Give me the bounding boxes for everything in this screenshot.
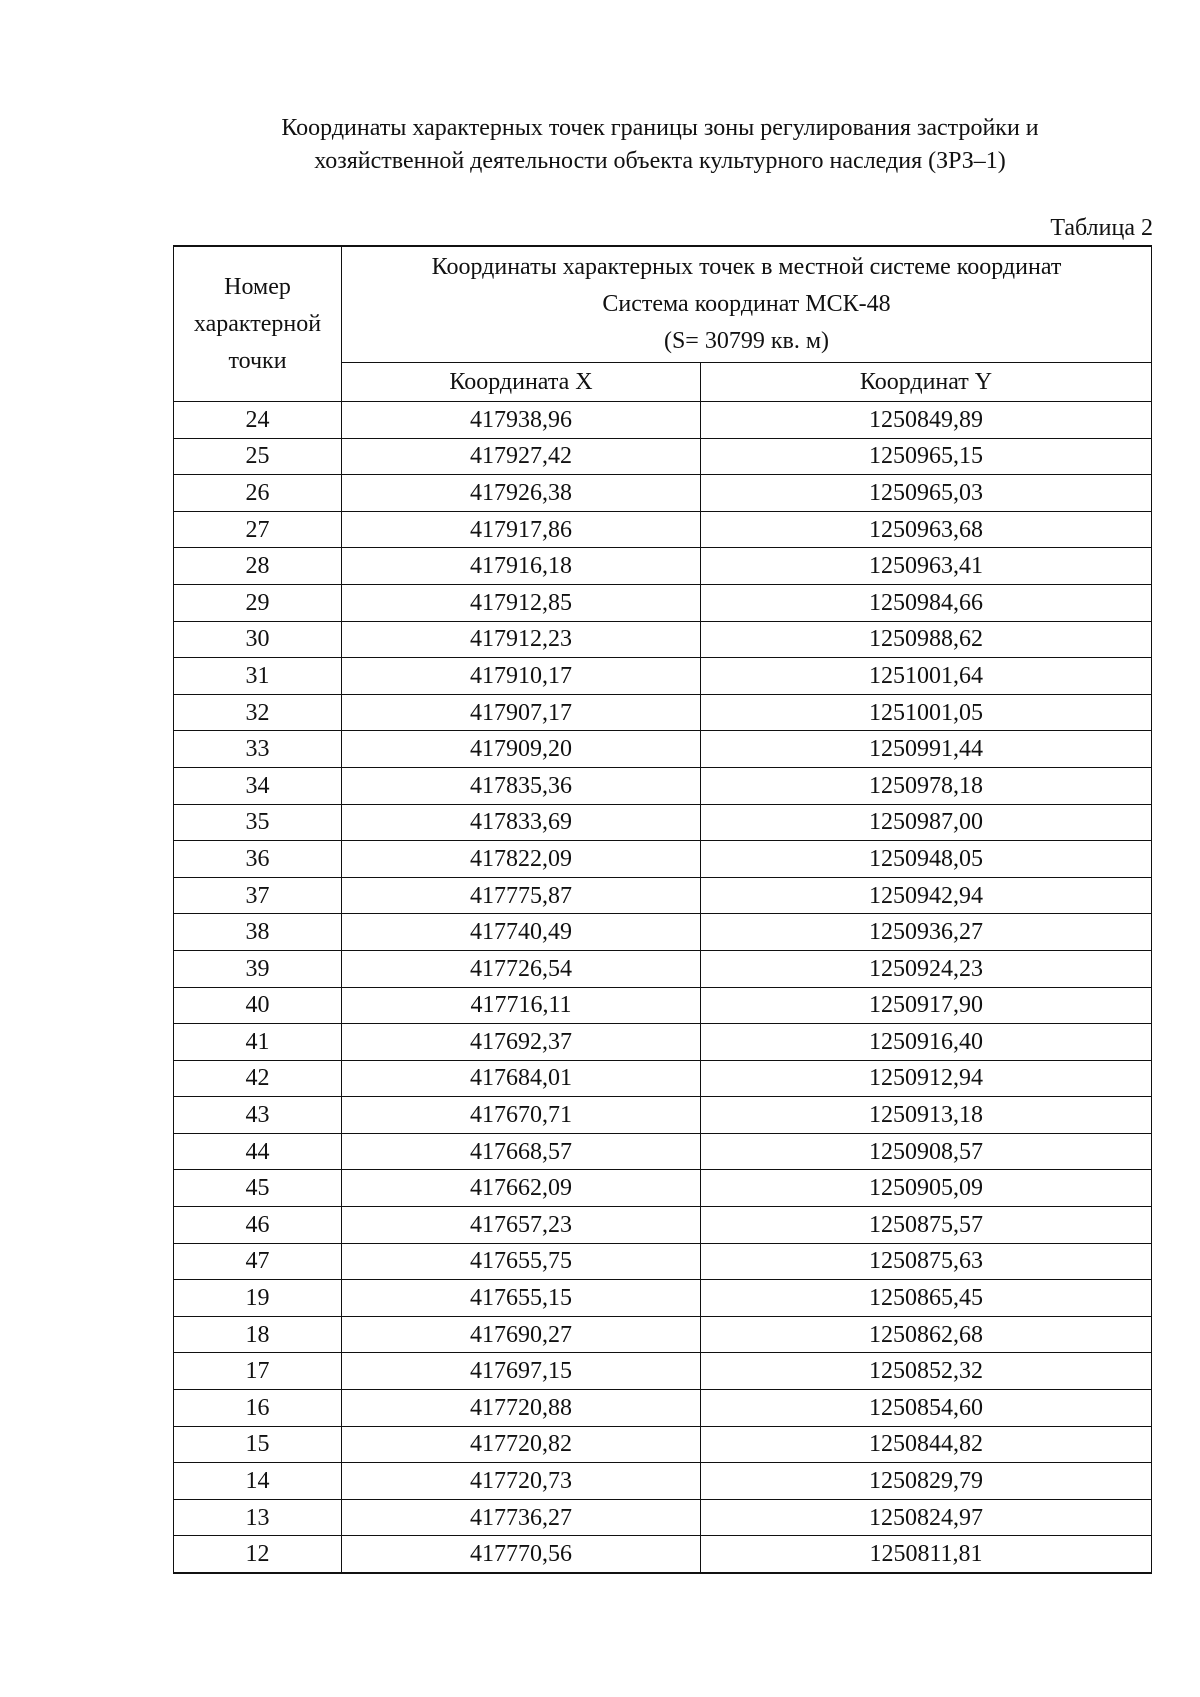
y-coordinate-cell: 1250875,57: [701, 1207, 1152, 1244]
x-coordinate-cell: 417775,87: [342, 877, 701, 914]
table-row: [174, 1390, 1152, 1427]
y-coordinate-cell: 1250987,00: [701, 804, 1152, 841]
table-row: [174, 1243, 1152, 1280]
x-coordinate-cell: 417912,23: [342, 621, 701, 658]
y-coordinate-cell: 1251001,05: [701, 694, 1152, 731]
x-coordinate-cell: 417916,18: [342, 548, 701, 585]
x-coordinate-cell: 417690,27: [342, 1316, 701, 1353]
table-row: [174, 1024, 1152, 1061]
x-coordinate-cell: 417926,38: [342, 475, 701, 512]
table-row: [174, 1060, 1152, 1097]
y-coordinate-cell: 1250963,68: [701, 511, 1152, 548]
point-number-cell: 16: [174, 1390, 342, 1427]
x-coordinate-cell: 417720,88: [342, 1390, 701, 1427]
x-coordinate-cell: 417720,73: [342, 1463, 701, 1500]
table-row: [174, 621, 1152, 658]
x-coordinate-cell: 417927,42: [342, 438, 701, 475]
x-coordinate-cell: 417668,57: [342, 1133, 701, 1170]
point-number-cell: 46: [174, 1207, 342, 1244]
table-row: [174, 1133, 1152, 1170]
y-coordinate-cell: 1250811,81: [701, 1536, 1152, 1573]
y-coordinate-cell: 1250965,15: [701, 438, 1152, 475]
table-row: [174, 1426, 1152, 1463]
coordinate-system-header: [342, 246, 1152, 363]
coordinates-table-body: [174, 402, 1152, 1574]
point-number-cell: 44: [174, 1133, 342, 1170]
table-row: [174, 1097, 1152, 1134]
y-coordinate-cell: 1250963,41: [701, 548, 1152, 585]
point-header-line-1: Номер: [224, 273, 291, 300]
table-row: [174, 1463, 1152, 1500]
y-coordinate-cell: 1250824,97: [701, 1499, 1152, 1536]
table-row: [174, 1316, 1152, 1353]
point-header-line-3: точки: [228, 347, 287, 374]
point-number-cell: 43: [174, 1097, 342, 1134]
x-coordinate-cell: 417912,85: [342, 584, 701, 621]
x-coordinate-cell: 417655,75: [342, 1243, 701, 1280]
point-number-cell: 33: [174, 731, 342, 768]
table-row: [174, 1536, 1152, 1573]
point-number-cell: 25: [174, 438, 342, 475]
point-number-cell: 32: [174, 694, 342, 731]
y-coordinate-cell: 1250924,23: [701, 950, 1152, 987]
table-row: [174, 767, 1152, 804]
table-number-label: Таблица 2: [1050, 215, 1153, 241]
x-coordinate-cell: 417692,37: [342, 1024, 701, 1061]
x-coordinate-cell: 417835,36: [342, 767, 701, 804]
y-coordinate-cell: 1250965,03: [701, 475, 1152, 512]
point-number-cell: 40: [174, 987, 342, 1024]
x-coordinate-cell: 417909,20: [342, 731, 701, 768]
y-coordinate-cell: 1250908,57: [701, 1133, 1152, 1170]
table-row: [174, 584, 1152, 621]
table-row: [174, 548, 1152, 585]
point-number-cell: 39: [174, 950, 342, 987]
x-coordinate-cell: 417938,96: [342, 402, 701, 439]
y-coordinate-cell: 1250875,63: [701, 1243, 1152, 1280]
point-number-cell: 42: [174, 1060, 342, 1097]
y-coordinate-cell: 1250991,44: [701, 731, 1152, 768]
y-coordinate-cell: 1250942,94: [701, 877, 1152, 914]
system-header-line-1: Координаты характерных точек в местной системе координат: [431, 254, 1062, 280]
table-row: [174, 804, 1152, 841]
system-header-line-2: Система координат МСК-48: [602, 291, 891, 317]
y-coordinate-cell: 1250913,18: [701, 1097, 1152, 1134]
y-coordinate-cell: 1250948,05: [701, 841, 1152, 878]
y-coordinate-cell: 1250916,40: [701, 1024, 1152, 1061]
point-number-cell: 47: [174, 1243, 342, 1280]
point-number-cell: 26: [174, 475, 342, 512]
y-coordinate-cell: 1250978,18: [701, 767, 1152, 804]
x-coordinate-cell: 417770,56: [342, 1536, 701, 1573]
table-row: [174, 511, 1152, 548]
y-coordinate-header: Координат Y: [701, 363, 1152, 402]
point-header-line-2: характерной: [193, 310, 322, 337]
point-number-cell: 35: [174, 804, 342, 841]
x-coordinate-cell: 417726,54: [342, 950, 701, 987]
point-number-cell: 18: [174, 1316, 342, 1353]
table-row: [174, 841, 1152, 878]
title-line-1: Координаты характерных точек границы зоны регулирования застройки и: [281, 115, 1039, 141]
y-coordinate-cell: 1250912,94: [701, 1060, 1152, 1097]
table-row: [174, 475, 1152, 512]
table-row: [174, 1207, 1152, 1244]
x-coordinate-cell: 417736,27: [342, 1499, 701, 1536]
x-coordinate-cell: 417720,82: [342, 1426, 701, 1463]
point-number-cell: 30: [174, 621, 342, 658]
y-coordinate-cell: 1250852,32: [701, 1353, 1152, 1390]
x-coordinate-header: Координата X: [342, 363, 701, 402]
point-number-cell: 45: [174, 1170, 342, 1207]
y-coordinate-cell: 1250984,66: [701, 584, 1152, 621]
y-coordinate-cell: 1250854,60: [701, 1390, 1152, 1427]
table-row: [174, 1170, 1152, 1207]
table-row: [174, 402, 1152, 439]
title-line-2: хозяйственной деятельности объекта культурного наследия (ЗРЗ–1): [314, 148, 1006, 174]
point-number-cell: 13: [174, 1499, 342, 1536]
table-row: [174, 877, 1152, 914]
point-number-cell: 31: [174, 658, 342, 695]
x-coordinate-cell: 417822,09: [342, 841, 701, 878]
y-coordinate-cell: 1251001,64: [701, 658, 1152, 695]
table-row: [174, 694, 1152, 731]
system-header-line-3: (S= 30799 кв. м): [663, 328, 830, 354]
table-row: [174, 1280, 1152, 1317]
table-row: [174, 1353, 1152, 1390]
point-number-cell: 38: [174, 914, 342, 951]
point-number-cell: 17: [174, 1353, 342, 1390]
point-number-cell: 14: [174, 1463, 342, 1500]
y-coordinate-cell: 1250849,89: [701, 402, 1152, 439]
point-number-cell: 29: [174, 584, 342, 621]
y-coordinate-cell: 1250829,79: [701, 1463, 1152, 1500]
point-number-header: [174, 246, 342, 402]
point-number-cell: 19: [174, 1280, 342, 1317]
point-number-cell: 37: [174, 877, 342, 914]
document-title: [150, 112, 1170, 178]
x-coordinate-cell: 417697,15: [342, 1353, 701, 1390]
point-number-cell: 24: [174, 402, 342, 439]
y-coordinate-cell: 1250905,09: [701, 1170, 1152, 1207]
point-number-cell: 41: [174, 1024, 342, 1061]
y-coordinate-cell: 1250936,27: [701, 914, 1152, 951]
x-coordinate-cell: 417684,01: [342, 1060, 701, 1097]
x-coordinate-cell: 417833,69: [342, 804, 701, 841]
y-coordinate-cell: 1250844,82: [701, 1426, 1152, 1463]
point-number-cell: 36: [174, 841, 342, 878]
table-row: [174, 438, 1152, 475]
table-row: [174, 658, 1152, 695]
table-row: [174, 1499, 1152, 1536]
point-number-cell: 27: [174, 511, 342, 548]
x-coordinate-cell: 417907,17: [342, 694, 701, 731]
y-coordinate-cell: 1250862,68: [701, 1316, 1152, 1353]
table-row: [174, 950, 1152, 987]
point-number-cell: 15: [174, 1426, 342, 1463]
x-coordinate-cell: 417716,11: [342, 987, 701, 1024]
x-coordinate-cell: 417670,71: [342, 1097, 701, 1134]
table-row: [174, 914, 1152, 951]
point-number-cell: 12: [174, 1536, 342, 1573]
point-number-cell: 28: [174, 548, 342, 585]
x-coordinate-cell: 417910,17: [342, 658, 701, 695]
y-coordinate-cell: 1250988,62: [701, 621, 1152, 658]
y-coordinate-cell: 1250865,45: [701, 1280, 1152, 1317]
x-coordinate-cell: 417657,23: [342, 1207, 701, 1244]
y-coordinate-cell: 1250917,90: [701, 987, 1152, 1024]
x-coordinate-cell: 417655,15: [342, 1280, 701, 1317]
table-row: [174, 987, 1152, 1024]
coordinates-table: [173, 245, 1152, 1574]
x-coordinate-cell: 417740,49: [342, 914, 701, 951]
x-coordinate-cell: 417662,09: [342, 1170, 701, 1207]
point-number-cell: 34: [174, 767, 342, 804]
x-coordinate-cell: 417917,86: [342, 511, 701, 548]
table-row: [174, 731, 1152, 768]
